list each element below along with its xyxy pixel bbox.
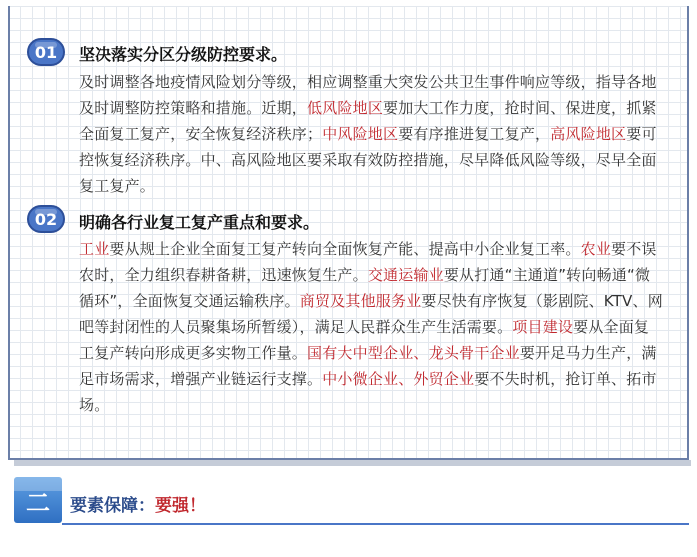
highlighted-term: 中风险地区 <box>322 125 399 143</box>
section-paragraph <box>79 69 664 199</box>
section-number-badge: 02 <box>27 205 65 233</box>
body-text: 要不误农时，全力组织春耕备耕，迅速恢复生产。 <box>79 240 657 284</box>
highlighted-term: 高风险地区 <box>550 125 627 143</box>
footer-title-accent: 要强！ <box>155 496 206 516</box>
highlighted-term: 交通运输业 <box>367 266 444 284</box>
footer-number-icon <box>14 477 62 523</box>
body-text: 要可控恢复经济秩序。中、高风险地区要采取有效防控措施，尽早降低风险等级，尽早全面复工复产。 <box>79 125 657 195</box>
body-text: 要从规上企业全面复工复产转向全面恢复产能、提高中小企业复工率。 <box>109 240 581 258</box>
highlighted-term: 中小微企业、外贸企业 <box>322 370 475 388</box>
section-number-badge: 01 <box>27 38 65 66</box>
body-text: 要开足马力生产，满足市场需求，增强产业链运行支撑。 <box>79 344 657 388</box>
highlighted-term: 项目建设 <box>512 318 574 336</box>
footer-title-text: 要素保障： <box>70 496 155 516</box>
highlighted-term: 商贸及其他服务业 <box>299 292 422 310</box>
highlighted-term: 农业 <box>580 240 612 258</box>
highlighted-term: 工业 <box>79 240 110 258</box>
panel-shadow <box>14 460 691 466</box>
body-text: 及时调整各地疫情风险划分等级，相应调整重大突发公共卫生事件响应等级，指导各地及时调整防控策略和措施。近期， <box>79 73 657 117</box>
highlighted-term: 国有大中型企业、龙头骨干企业 <box>307 344 520 362</box>
footer-divider <box>62 523 689 525</box>
body-text: 要从打通“主通道”转向畅通“微循环”，全面恢复交通运输秩序。 <box>79 266 651 310</box>
highlighted-term: 低风险地区 <box>307 99 384 117</box>
section-heading: 坚决落实分区分级防控要求。 <box>79 45 288 64</box>
section-heading: 明确各行业复工复产重点和要求。 <box>79 213 320 232</box>
body-text: 要从全面复工复产转向形成更多实物工作量。 <box>79 318 650 362</box>
footer-title <box>70 491 206 516</box>
footer-number: 二 <box>26 489 50 517</box>
body-text: 要加大工作力度，抢时间、保进度，抓紧全面复工复产，安全恢复经济秩序； <box>79 99 657 143</box>
body-text: 要尽快有序恢复（影剧院、KTV、网吧等封闭性的人员聚集场所暂缓），满足人民群众生产生活需要。 <box>79 292 663 336</box>
section-paragraph <box>79 236 664 418</box>
body-text: 要不失时机，抢订单、拓市场。 <box>79 370 657 414</box>
body-text: 要有序推进复工复产， <box>398 125 551 143</box>
panel-right-border <box>687 6 689 460</box>
panel-left-border <box>8 6 10 460</box>
